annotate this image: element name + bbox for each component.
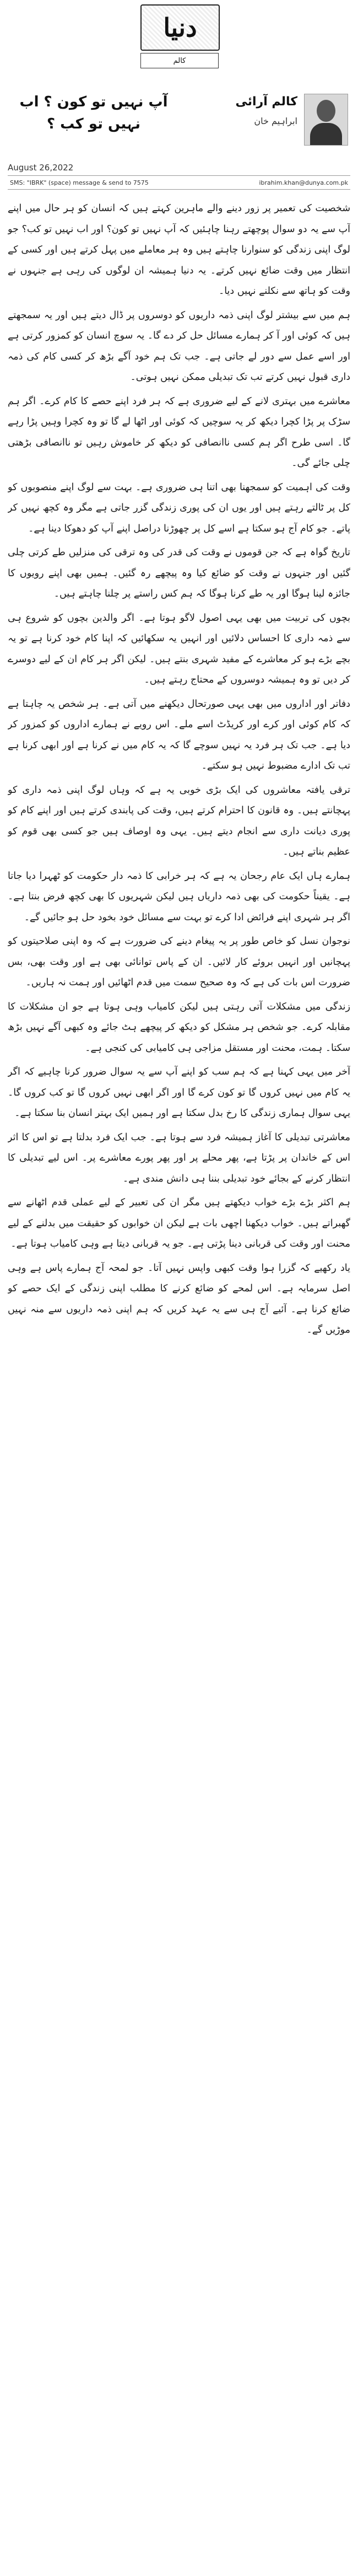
publish-date: August 26,2022 [8, 163, 74, 173]
article-paragraph: دفاتر اور اداروں میں بھی یہی صورتحال دیکھنے میں آتی ہے۔ ہر شخص یہ چاہتا ہے کہ کام کوئی اور کرے اور کریڈٹ اسے ملے۔ اس رویے نے ہمارے اداروں کو کمزور کر دیا ہے۔ جب تک ہر فرد یہ نہیں سوچے گا کہ یہ کام میں نے کرنا ہے اور ابھی کرنا ہے تب تک ادارے مضبوط نہیں ہو سکتے۔ [8, 698, 350, 771]
article-paragraph: یاد رکھیے کہ گزرا ہوا وقت کبھی واپس نہیں آتا۔ جو لمحہ آج ہمارے پاس ہے وہی اصل سرمایہ ہے۔ اس لمحے کو ضائع کرنے کا مطلب اپنی زندگی کے ایک حصے کو ضائع کرنا ہے۔ آئیے آج ہی سے یہ عہد کریں کہ ہم اپنی ذمہ داریوں سے منہ نہیں موڑیں گے۔ [8, 1262, 350, 1335]
article-paragraph: ہم اکثر بڑے بڑے خواب دیکھتے ہیں مگر ان کی تعبیر کے لیے عملی قدم اٹھانے سے گھبراتے ہیں۔ خواب دیکھنا اچھی بات ہے لیکن ان خوابوں کو حقیقت میں بدلنے کے لیے محنت اور وقت کی قربانی دینا پڑتی ہے۔ جو یہ قربانی دیتا ہے وہی کامیاب ہوتا ہے۔ [8, 1197, 350, 1249]
article-paragraph: شخصیت کی تعمیر پر زور دینے والے ماہرین کہتے ہیں کہ انسان کو ہر حال میں اپنے آپ سے یہ دو سوال پوچھتے رہنا چاہئیں کہ آپ نہیں تو کون؟ اور اب نہیں تو کب؟ جو لوگ اپنی زندگی کو سنوارنا چاہتے ہیں وہ ہر معاملے میں پہل کرتے ہیں اور کسی کے انتظار میں وقت ضائع نہیں کرتے۔ یہ دنیا ہمیشہ ان لوگوں کی رہی ہے جنہوں نے وقت کو ہاتھ سے نکلنے نہیں دیا۔ [8, 203, 350, 297]
sms-info: SMS: "IBRK" (space) message & send to 7575 [10, 179, 149, 186]
article-paragraph: ہمارے ہاں ایک عام رجحان یہ ہے کہ ہر خرابی کا ذمہ دار حکومت کو ٹھہرا دیا جاتا ہے۔ یقیناً حکومت کی بھی ذمہ داریاں ہیں لیکن شہریوں کا بھی کچھ فرض بنتا ہے۔ اگر ہر شہری اپنے فرائض ادا کرے تو بہت سے مسائل خود بخود حل ہو جائیں گے۔ [8, 870, 350, 923]
author-name: ابراہیم خان [254, 116, 297, 126]
newspaper-logo [140, 4, 220, 51]
contact-bar [8, 175, 350, 190]
article-paragraph: آخر میں یہی کہنا ہے کہ ہم سب کو اپنے آپ سے یہ سوال ضرور کرنا چاہیے کہ اگر یہ کام میں نہیں کروں گا تو کون کرے گا اور اگر ابھی نہیں کروں گا تو کب کروں گا۔ یہی سوال ہماری زندگی کا رخ بدل سکتا ہے اور ہمیں ایک بہتر انسان بنا سکتا ہے۔ [8, 1066, 350, 1119]
article-paragraph: تاریخ گواہ ہے کہ جن قوموں نے وقت کی قدر کی وہ ترقی کی منزلیں طے کرتی چلی گئیں اور جنہوں نے وقت کو ضائع کیا وہ پیچھے رہ گئیں۔ ہمیں بھی اپنے رویوں کا جائزہ لینا ہوگا اور یہ طے کرنا ہوگا کہ ہم کس راستے پر چلنا چاہتے ہیں۔ [8, 547, 350, 599]
article-title: آپ نہیں تو کون ؟ اب نہیں تو کب ؟ [19, 94, 168, 132]
article-paragraph: نوجوان نسل کو خاص طور پر یہ پیغام دینے کی ضرورت ہے کہ وہ اپنی صلاحیتوں کو پہچانیں اور انہیں بروئے کار لائیں۔ ان کے پاس توانائی بھی ہے اور وقت بھی، بس ضرورت اس بات کی ہے کہ وہ صحیح سمت میں قدم اٹھائیں اور ہمت نہ ہاریں۔ [8, 936, 350, 988]
article-paragraph: بچوں کی تربیت میں بھی یہی اصول لاگو ہوتا ہے۔ اگر والدین بچوں کو شروع ہی سے ذمہ داری کا احساس دلائیں اور انہیں یہ سکھائیں کہ اپنا کام خود کرنا ہے تو یہ بچے بڑے ہو کر معاشرے کے مفید شہری بنتے ہیں۔ لیکن اگر ہر کام ان کے لیے دوسرے کر دیں تو وہ ہمیشہ دوسروں کے محتاج رہتے ہیں۔ [8, 612, 350, 685]
article-body [8, 198, 350, 2564]
logo-text: دنیا [163, 13, 197, 42]
email-link[interactable]: ibrahim.khan@dunya.com.pk [259, 179, 348, 186]
author-photo [304, 94, 348, 146]
column-name: کالم [140, 53, 219, 68]
article-paragraph: زندگی میں مشکلات آتی رہتی ہیں لیکن کامیاب وہی ہوتا ہے جو ان مشکلات کا مقابلہ کرے۔ جو شخص ہر مشکل کو دیکھ کر پیچھے ہٹ جائے وہ کبھی آگے نہیں بڑھ سکتا۔ ہمت، محنت اور مستقل مزاجی ہی کامیابی کی کنجی ہے۔ [8, 1001, 350, 1054]
article-paragraph: معاشرے میں بہتری لانے کے لیے ضروری ہے کہ ہر فرد اپنے حصے کا کام کرے۔ اگر ہم سڑک پر پڑا کچرا دیکھ کر یہ سوچیں کہ کوئی اور اٹھا لے گا تو وہ کچرا وہیں پڑا رہے گا۔ اسی طرح اگر ہم کسی ناانصافی کو دیکھ کر خاموش رہیں تو ناانصافی بڑھتی چلی جائے گی۔ [8, 395, 350, 469]
author-block [183, 94, 348, 149]
article-paragraph: معاشرتی تبدیلی کا آغاز ہمیشہ فرد سے ہوتا ہے۔ جب ایک فرد بدلتا ہے تو اس کا اثر اس کے خاندان پر پڑتا ہے، پھر محلے پر اور پھر پورے معاشرے پر۔ اس لیے تبدیلی کا انتظار کرنے کے بجائے خود تبدیلی بننا ہی دانش مندی ہے۔ [8, 1131, 350, 1184]
author-label: کالم آرائی [235, 95, 297, 109]
article-paragraph: ترقی یافتہ معاشروں کی ایک بڑی خوبی یہ ہے کہ وہاں لوگ اپنی ذمہ داری کو پہچانتے ہیں۔ وہ قانون کا احترام کرتے ہیں، وقت کی پابندی کرتے ہیں اور اپنے کام کو پوری دیانت داری سے انجام دیتے ہیں۔ یہی وہ اوصاف ہیں جو کسی بھی قوم کو عظیم بناتے ہیں۔ [8, 784, 350, 857]
masthead [0, 0, 358, 83]
article-paragraph: وقت کی اہمیت کو سمجھنا بھی اتنا ہی ضروری ہے۔ بہت سے لوگ اپنے منصوبوں کو کل پر ٹالتے رہتے ہیں اور یوں ان کی پوری زندگی گزر جاتی ہے مگر وہ کچھ نہیں کر پاتے۔ جو کام آج ہو سکتا ہے اسے کل پر چھوڑنا دراصل اپنے آپ کو دھوکا دینا ہے۔ [8, 481, 350, 534]
article-paragraph: ہم میں سے بیشتر لوگ اپنی ذمہ داریوں کو دوسروں پر ڈال دیتے ہیں اور یہ سمجھتے ہیں کہ کوئی اور آ کر ہمارے مسائل حل کر دے گا۔ یہ سوچ انسان کو کمزور کرتی ہے اور اسے عمل سے دور لے جاتی ہے۔ جب تک ہم خود آگے بڑھ کر کسی کام کی ذمہ داری قبول نہیں کرتے تب تک تبدیلی ممکن نہیں ہوتی۔ [8, 309, 350, 383]
